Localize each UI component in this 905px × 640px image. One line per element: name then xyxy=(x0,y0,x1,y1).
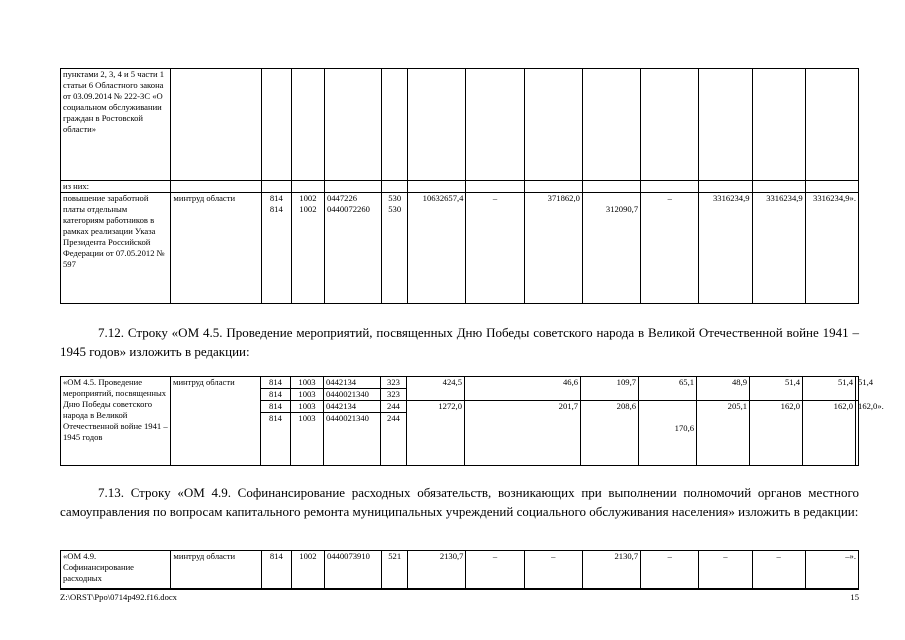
row-description: «ОМ 4.9. Софинансирование расходных xyxy=(61,551,171,589)
row-description: «ОМ 4.5. Проведение мероприятий, посвященных Дню Победы советского народа в Великой Отечественной войне 1941 – 1945 годов xyxy=(61,377,171,466)
value-cell: 10632657,4 xyxy=(408,193,466,304)
table-continued xyxy=(60,68,859,304)
table-row: 814 1003 0442134 244 1272,0 201,7 208,6 170,6 205,1 162,0 162,0 162,0». xyxy=(61,401,859,413)
value-cell: 3316234,9 xyxy=(699,193,752,304)
organization-cell: минтруд области xyxy=(171,193,261,304)
paragraph-7-12: 7.12. Строку «ОМ 4.5. Проведение мероприятий, посвященных Дню Победы советского народа в Великой Отечественной войне 1941 – 1945 годов» изложить в редакции: xyxy=(60,325,859,359)
table-row: «ОМ 4.5. Проведение мероприятий, посвященных Дню Победы советского народа в Великой Отечественной войне 1941 – 1945 годов минтруд области 814 1003 0442134 323 424,5 46,6 109,7 65,1 48,9 51,4 51,4 51,4 xyxy=(61,377,859,389)
file-path: Z:\ORST\Ppo\0714p492.f16.docx xyxy=(60,592,177,602)
value-cell: – xyxy=(466,193,524,304)
value-cell: 3316234,9». xyxy=(805,193,858,304)
value-cell: 312090,7 xyxy=(582,193,640,304)
row-description: повышение заработной платы отдельным категориям работников в рамках реализации Указа Президента Российской Федерации от 07.05.2012 № 597 xyxy=(61,193,171,304)
footer-rule xyxy=(60,589,859,590)
page-footer xyxy=(60,591,859,605)
table-row xyxy=(61,69,859,181)
table-row: 814 1003 0440021340 244 xyxy=(61,413,859,466)
table-row xyxy=(61,181,859,193)
page-number: 15 xyxy=(850,592,859,602)
value-cell: – xyxy=(641,193,699,304)
value-cell: 3316234,9 xyxy=(752,193,805,304)
organization-cell: минтруд области xyxy=(171,377,261,466)
organization-cell: минтруд области xyxy=(171,551,261,589)
paragraph-7-13: 7.13. Строку «ОМ 4.9. Софинансирование расходных обязательств, возникающих при выполнении полномочий органов местного самоуправления по вопросам капитального ремонта муниципальных учреждений социального обслуживания населения» изложить в редакции: xyxy=(60,485,859,519)
value-cell: 371862,0 xyxy=(524,193,582,304)
table-row: 814 1003 0440021340 323 xyxy=(61,389,859,401)
table-row: повышение заработной платы отдельным категориям работников в рамках реализации Указа Президента Российской Федерации от 07.05.2012 № 597 минтруд области 814 814 1002 1002 0447226 0440072260 530 530 10632657,4 – 371862,0 312090,7 – 3316234,9 3316234,9 3316234,9». xyxy=(61,193,859,304)
table-om-4-9 xyxy=(60,550,859,589)
table-row: «ОМ 4.9. Софинансирование расходных минтруд области 814 1002 0440073910 521 2130,7 – – 2130,7 – – – –». xyxy=(61,551,859,589)
row-description: пунктами 2, 3, 4 и 5 части 1 статьи 6 Областного закона от 03.09.2014 № 222-ЗС «О социальном обслуживании граждан в Ростовской области» xyxy=(61,69,171,181)
row-description: из них: xyxy=(61,181,171,193)
table-om-4-5 xyxy=(60,376,884,466)
